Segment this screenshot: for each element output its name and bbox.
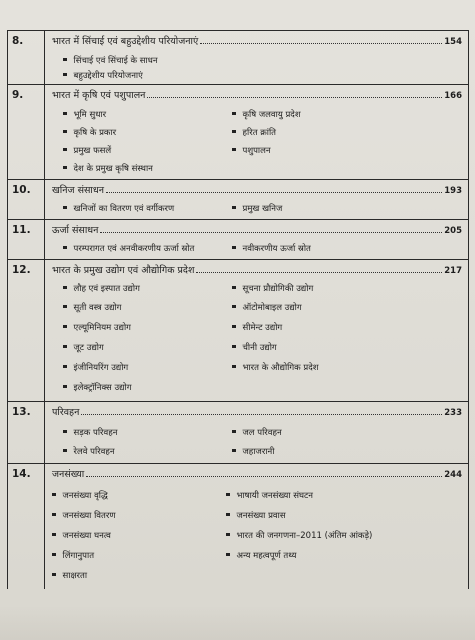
section-title-row [52, 467, 462, 480]
leader-dots [106, 191, 442, 193]
bullet-icon [232, 430, 236, 434]
toc-item: ऑटोमोबाइल उद्योग [232, 302, 302, 313]
section-title: भारत में सिंचाई एवं बहुउद्देशीय परियोजनाएं [52, 36, 199, 47]
bullet-icon [52, 493, 56, 497]
section-number: 14. [12, 468, 31, 480]
section-title-row [52, 183, 462, 196]
toc-item: नवीकरणीय ऊर्जा स्रोत [232, 243, 311, 254]
toc-item: जनसंख्या वितरण [52, 510, 115, 521]
bullet-icon [226, 513, 230, 517]
section-number: 13. [12, 406, 31, 418]
toc-section-13 [8, 402, 468, 464]
toc-item: देश के प्रमुख कृषि संस्थान [63, 163, 153, 174]
toc-item: इंजीनियरिंग उद्योग [63, 362, 128, 373]
bullet-icon [63, 430, 67, 434]
toc-item: जल परिवहन [232, 427, 282, 438]
toc-item: एल्यूमिनियम उद्योग [63, 322, 131, 333]
toc-item: साक्षरता [52, 570, 87, 581]
section-title-row [52, 34, 462, 47]
toc-item: सूती वस्त्र उद्योग [63, 302, 121, 313]
section-page-number: 233 [444, 408, 462, 418]
toc-section-9 [8, 85, 468, 180]
toc-item: जनसंख्या घनत्व [52, 530, 111, 541]
bullet-icon [232, 365, 236, 369]
section-title-row [52, 405, 462, 418]
bullet-icon [63, 73, 67, 77]
toc-item: रेलवे परिवहन [63, 446, 115, 457]
bullet-icon [52, 573, 56, 577]
toc-item: इलेक्ट्रॉनिक्स उद्योग [63, 382, 132, 393]
section-title: जनसंख्या [52, 469, 85, 480]
table-of-contents [7, 30, 469, 589]
bullet-icon [52, 513, 56, 517]
bullet-icon [63, 148, 67, 152]
toc-item: भाषायी जनसंख्या संघटन [226, 490, 313, 501]
bullet-icon [63, 449, 67, 453]
bullet-icon [226, 493, 230, 497]
toc-item: कृषि के प्रकार [63, 127, 116, 138]
toc-section-12 [8, 260, 468, 402]
bullet-icon [63, 325, 67, 329]
section-page-number: 154 [444, 37, 462, 47]
leader-dots [147, 96, 442, 98]
toc-item: पशुपालन [232, 145, 271, 156]
toc-item: जूट उद्योग [63, 342, 104, 353]
toc-item: सीमेन्ट उद्योग [232, 322, 282, 333]
section-title: खनिज संसाधन [52, 185, 104, 196]
section-number: 10. [12, 184, 31, 196]
section-page-number: 166 [444, 91, 462, 101]
section-page-number: 217 [444, 266, 462, 276]
toc-section-8 [8, 31, 468, 85]
section-number: 11. [12, 224, 31, 236]
toc-item: लिंगानुपात [52, 550, 94, 561]
section-title-row [52, 263, 462, 276]
toc-item: कृषि जलवायु प्रदेश [232, 109, 301, 120]
bullet-icon [63, 305, 67, 309]
leader-dots [196, 271, 442, 273]
section-number: 9. [12, 89, 24, 101]
bullet-icon [232, 148, 236, 152]
bullet-icon [52, 533, 56, 537]
section-title: ऊर्जा संसाधन [52, 225, 99, 236]
toc-item: प्रमुख खनिज [232, 203, 282, 214]
toc-item: सिंचाई एवं सिंचाई के साधन [63, 55, 158, 66]
section-number: 12. [12, 264, 31, 276]
toc-item: खनिजों का वितरण एवं वर्गीकरण [63, 203, 174, 214]
toc-item: जनसंख्या वृद्धि [52, 490, 108, 501]
leader-dots [81, 413, 442, 415]
toc-item: अन्य महत्वपूर्ण तथ्य [226, 550, 296, 561]
toc-section-11 [8, 220, 468, 260]
bullet-icon [63, 130, 67, 134]
toc-item: परम्परागत एवं अनवीकरणीय ऊर्जा स्रोत [63, 243, 194, 254]
bullet-icon [52, 553, 56, 557]
toc-item: भूमि सुधार [63, 109, 106, 120]
bullet-icon [226, 533, 230, 537]
bullet-icon [63, 286, 67, 290]
toc-item: सूचना प्रौद्योगिकी उद्योग [232, 283, 313, 294]
toc-section-10 [8, 180, 468, 220]
bullet-icon [63, 246, 67, 250]
bullet-icon [232, 206, 236, 210]
bullet-icon [63, 58, 67, 62]
section-number: 8. [12, 35, 24, 47]
bullet-icon [232, 345, 236, 349]
bullet-icon [232, 305, 236, 309]
leader-dots [100, 231, 442, 233]
section-title-row [52, 88, 462, 101]
toc-item: चीनी उद्योग [232, 342, 277, 353]
bullet-icon [63, 166, 67, 170]
toc-item: भारत के औद्योगिक प्रदेश [232, 362, 319, 373]
section-title-row [52, 223, 462, 236]
toc-item: प्रमुख फसलें [63, 145, 111, 156]
bullet-icon [232, 130, 236, 134]
toc-section-14 [8, 464, 468, 589]
toc-item: हरित क्रांति [232, 127, 276, 138]
toc-item: जनसंख्या प्रवास [226, 510, 286, 521]
bullet-icon [232, 325, 236, 329]
toc-item: भारत की जनगणना–2011 (अंतिम आंकड़े) [226, 530, 372, 541]
toc-item: सड़क परिवहन [63, 427, 118, 438]
bullet-icon [226, 553, 230, 557]
bullet-icon [63, 365, 67, 369]
section-page-number: 205 [444, 226, 462, 236]
bullet-icon [232, 449, 236, 453]
section-title: भारत के प्रमुख उद्योग एवं औद्योगिक प्रदेश [52, 265, 195, 276]
bullet-icon [63, 385, 67, 389]
bullet-icon [232, 286, 236, 290]
bullet-icon [63, 112, 67, 116]
section-title: परिवहन [52, 407, 80, 418]
toc-item: जहाजरानी [232, 446, 274, 457]
toc-item: बहुउद्देशीय परियोजनाएं [63, 70, 143, 81]
section-title: भारत में कृषि एवं पशुपालन [52, 90, 146, 101]
leader-dots [86, 475, 442, 477]
leader-dots [200, 42, 442, 44]
bullet-icon [232, 112, 236, 116]
section-page-number: 193 [444, 186, 462, 196]
bullet-icon [63, 206, 67, 210]
section-page-number: 244 [444, 470, 462, 480]
bullet-icon [63, 345, 67, 349]
toc-item: लौह एवं इस्पात उद्योग [63, 283, 140, 294]
bullet-icon [232, 246, 236, 250]
